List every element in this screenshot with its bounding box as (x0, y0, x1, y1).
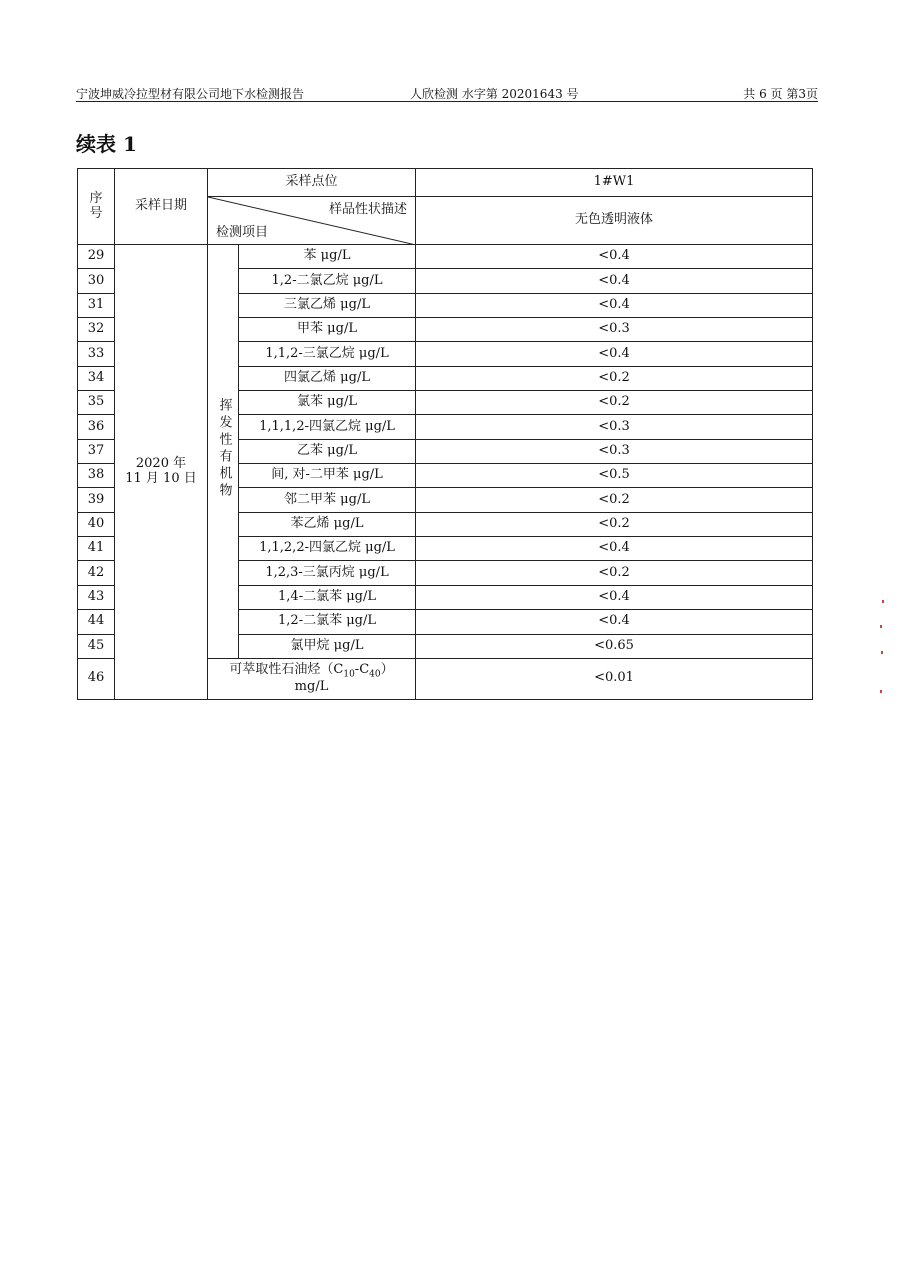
header-point: 采样点位 (208, 169, 416, 197)
row-number: 34 (78, 366, 115, 390)
row-number: 32 (78, 318, 115, 342)
item-name: 邻二甲苯 μg/L (239, 488, 416, 512)
item-value: <0.3 (416, 318, 813, 342)
row-number: 37 (78, 439, 115, 463)
item-name: 甲苯 μg/L (239, 318, 416, 342)
item-name: 1,2-二氯乙烷 μg/L (239, 269, 416, 293)
item-name: 乙苯 μg/L (239, 439, 416, 463)
item-value: <0.2 (416, 512, 813, 536)
group-label: 挥发性有机物 (208, 245, 239, 659)
row-number: 39 (78, 488, 115, 512)
row-number: 33 (78, 342, 115, 366)
item-value: <0.5 (416, 464, 813, 488)
item-name: 1,2,3-三氯丙烷 μg/L (239, 561, 416, 585)
item-name: 苯乙烯 μg/L (239, 512, 416, 536)
row-number: 38 (78, 464, 115, 488)
item-name: 间, 对-二甲苯 μg/L (239, 464, 416, 488)
item-value: <0.4 (416, 269, 813, 293)
item-value: <0.65 (416, 634, 813, 658)
item-name: 1,2-二氯苯 μg/L (239, 610, 416, 634)
results-table (77, 168, 813, 700)
item-value: <0.2 (416, 391, 813, 415)
scan-speck (882, 600, 884, 603)
item-name: 1,1,2-三氯乙烷 μg/L (239, 342, 416, 366)
date-day: 11 月 10 日 (125, 470, 197, 486)
header-desc: 样品性状描述 (329, 202, 408, 217)
scan-speck (880, 690, 882, 693)
item-value: <0.4 (416, 293, 813, 317)
header-page-number: 共 6 页 第3页 (743, 87, 818, 101)
item-value: <0.4 (416, 245, 813, 269)
row-number: 36 (78, 415, 115, 439)
item-value: <0.4 (416, 585, 813, 609)
row-number: 45 (78, 634, 115, 658)
page-header (76, 83, 818, 102)
item-name: 1,4-二氯苯 μg/L (239, 585, 416, 609)
item-value: <0.4 (416, 537, 813, 561)
item-name: 1,1,2,2-四氯乙烷 μg/L (239, 537, 416, 561)
header-diagonal-cell (208, 197, 416, 245)
row-number: 31 (78, 293, 115, 317)
item-value: <0.4 (416, 342, 813, 366)
row-number: 46 (78, 658, 115, 699)
scan-speck (880, 625, 882, 628)
row-number: 30 (78, 269, 115, 293)
row-number: 40 (78, 512, 115, 536)
item-name: 可萃取性石油烃$(C_{10}-C_{40})$ mg/L (208, 658, 416, 699)
sampling-date (115, 245, 208, 700)
scan-speck (881, 651, 883, 654)
item-value: <0.01 (416, 658, 813, 699)
table-row (78, 245, 813, 269)
point-value: 1#W1 (416, 169, 813, 197)
item-value: <0.3 (416, 439, 813, 463)
item-name: 氯苯 μg/L (239, 391, 416, 415)
row-number: 35 (78, 391, 115, 415)
item-name: 三氯乙烯 μg/L (239, 293, 416, 317)
header-date: 采样日期 (115, 169, 208, 245)
item-name: 苯 μg/L (239, 245, 416, 269)
row-number: 42 (78, 561, 115, 585)
header-report-number: 人欣检测 水字第 20201643 号 (410, 87, 579, 101)
item-value: <0.2 (416, 488, 813, 512)
item-name: 四氯乙烯 μg/L (239, 366, 416, 390)
row-number: 43 (78, 585, 115, 609)
item-value: <0.2 (416, 561, 813, 585)
item-name: 氯甲烷 μg/L (239, 634, 416, 658)
item-value: <0.3 (416, 415, 813, 439)
desc-value: 无色透明液体 (416, 197, 813, 245)
row-number: 41 (78, 537, 115, 561)
header-item: 检测项目 (216, 225, 269, 241)
row-number: 44 (78, 610, 115, 634)
table-title: 续表 1 (76, 132, 137, 156)
row-number: 29 (78, 245, 115, 269)
item-value: <0.2 (416, 366, 813, 390)
header-report-title: 宁波坤威冷拉型材有限公司地下水检测报告 (76, 87, 305, 101)
item-value: <0.4 (416, 610, 813, 634)
date-year: 2020 年 (135, 455, 187, 471)
item-name: 1,1,1,2-四氯乙烷 μg/L (239, 415, 416, 439)
header-seq: 序号 (78, 169, 115, 245)
